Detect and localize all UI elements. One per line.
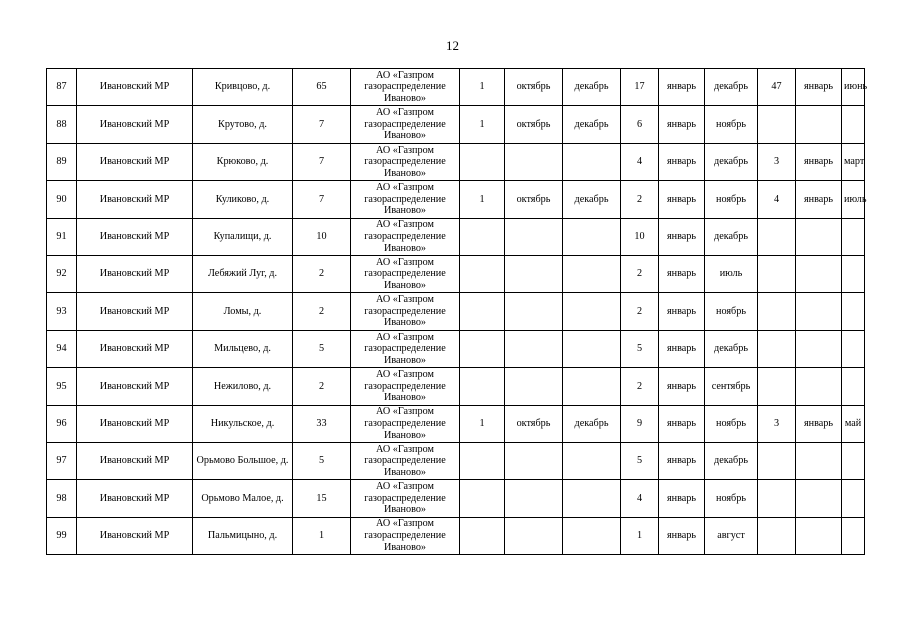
cell-stage1-count [460, 143, 505, 180]
cell-stage2-count: 4 [621, 143, 659, 180]
cell-stage2-start-month: январь [659, 181, 705, 218]
cell-gas-distribution-org: АО «Газпром газораспределение Иваново» [351, 181, 460, 218]
cell-district: Ивановский МР [77, 442, 193, 479]
cell-stage3-end-month [842, 218, 865, 255]
cell-stage1-start-month [505, 480, 563, 517]
cell-stage1-start-month [505, 330, 563, 367]
cell-households-total: 5 [293, 330, 351, 367]
cell-stage3-count [758, 517, 796, 554]
cell-stage1-end-month [563, 218, 621, 255]
cell-households-total: 33 [293, 405, 351, 442]
table-row [47, 330, 865, 367]
cell-stage3-start-month [796, 330, 842, 367]
cell-stage1-count: 1 [460, 69, 505, 106]
cell-stage3-count [758, 480, 796, 517]
cell-row-number: 95 [47, 368, 77, 405]
cell-stage1-end-month [563, 480, 621, 517]
cell-stage2-end-month: июль [705, 255, 758, 292]
cell-stage3-end-month [842, 255, 865, 292]
cell-stage3-start-month: январь [796, 143, 842, 180]
cell-settlement: Никульское, д. [193, 405, 293, 442]
table-row [47, 218, 865, 255]
cell-district: Ивановский МР [77, 293, 193, 330]
cell-row-number: 92 [47, 255, 77, 292]
cell-stage2-start-month: январь [659, 480, 705, 517]
cell-households-total: 2 [293, 293, 351, 330]
cell-stage2-count: 10 [621, 218, 659, 255]
cell-stage1-count: 1 [460, 405, 505, 442]
table-row [47, 255, 865, 292]
cell-stage2-end-month: декабрь [705, 218, 758, 255]
cell-settlement: Кривцово, д. [193, 69, 293, 106]
table-row [47, 517, 865, 554]
cell-settlement: Ломы, д. [193, 293, 293, 330]
cell-stage3-end-month [842, 330, 865, 367]
cell-stage2-start-month: январь [659, 293, 705, 330]
cell-district: Ивановский МР [77, 517, 193, 554]
cell-stage1-count [460, 255, 505, 292]
cell-stage2-count: 2 [621, 368, 659, 405]
cell-stage3-end-month: май [842, 405, 865, 442]
cell-gas-distribution-org: АО «Газпром газораспределение Иваново» [351, 405, 460, 442]
cell-stage3-count [758, 255, 796, 292]
cell-households-total: 2 [293, 368, 351, 405]
cell-stage3-end-month: март [842, 143, 865, 180]
cell-stage3-count: 3 [758, 143, 796, 180]
cell-stage2-count: 9 [621, 405, 659, 442]
cell-stage3-end-month [842, 517, 865, 554]
cell-stage1-count [460, 330, 505, 367]
cell-stage2-start-month: январь [659, 330, 705, 367]
cell-households-total: 15 [293, 480, 351, 517]
cell-stage1-end-month: декабрь [563, 405, 621, 442]
cell-row-number: 87 [47, 69, 77, 106]
cell-stage2-end-month: декабрь [705, 442, 758, 479]
cell-stage1-count [460, 218, 505, 255]
table-row [47, 293, 865, 330]
cell-gas-distribution-org: АО «Газпром газораспределение Иваново» [351, 69, 460, 106]
cell-stage3-start-month [796, 218, 842, 255]
cell-stage3-start-month [796, 255, 842, 292]
cell-stage3-count [758, 106, 796, 143]
cell-settlement: Пальмицыно, д. [193, 517, 293, 554]
cell-settlement: Нежилово, д. [193, 368, 293, 405]
cell-stage1-end-month [563, 293, 621, 330]
cell-stage2-count: 6 [621, 106, 659, 143]
cell-stage3-start-month: январь [796, 181, 842, 218]
cell-stage1-start-month: октябрь [505, 106, 563, 143]
cell-gas-distribution-org: АО «Газпром газораспределение Иваново» [351, 517, 460, 554]
cell-row-number: 96 [47, 405, 77, 442]
cell-stage1-count: 1 [460, 106, 505, 143]
cell-stage2-start-month: январь [659, 218, 705, 255]
cell-settlement: Лебяжий Луг, д. [193, 255, 293, 292]
cell-stage3-count: 3 [758, 405, 796, 442]
cell-households-total: 10 [293, 218, 351, 255]
table-row [47, 181, 865, 218]
cell-stage1-end-month [563, 442, 621, 479]
table-row [47, 480, 865, 517]
cell-stage3-start-month [796, 442, 842, 479]
cell-stage1-end-month [563, 517, 621, 554]
cell-stage1-start-month [505, 218, 563, 255]
cell-stage3-count [758, 368, 796, 405]
cell-stage2-start-month: январь [659, 368, 705, 405]
cell-stage2-count: 5 [621, 442, 659, 479]
cell-stage1-start-month: октябрь [505, 405, 563, 442]
cell-stage2-end-month: ноябрь [705, 181, 758, 218]
cell-stage2-start-month: январь [659, 69, 705, 106]
cell-stage1-end-month: декабрь [563, 106, 621, 143]
table-row [47, 368, 865, 405]
cell-stage1-count [460, 442, 505, 479]
table-row [47, 69, 865, 106]
cell-stage1-count: 1 [460, 181, 505, 218]
cell-gas-distribution-org: АО «Газпром газораспределение Иваново» [351, 368, 460, 405]
cell-district: Ивановский МР [77, 143, 193, 180]
cell-gas-distribution-org: АО «Газпром газораспределение Иваново» [351, 480, 460, 517]
cell-stage3-count [758, 218, 796, 255]
cell-stage2-end-month: декабрь [705, 330, 758, 367]
cell-row-number: 89 [47, 143, 77, 180]
cell-stage2-end-month: ноябрь [705, 106, 758, 143]
cell-stage3-end-month: июль [842, 181, 865, 218]
cell-row-number: 88 [47, 106, 77, 143]
cell-stage2-count: 2 [621, 181, 659, 218]
cell-stage3-end-month [842, 442, 865, 479]
cell-district: Ивановский МР [77, 255, 193, 292]
cell-gas-distribution-org: АО «Газпром газораспределение Иваново» [351, 255, 460, 292]
cell-stage3-count [758, 293, 796, 330]
cell-district: Ивановский МР [77, 218, 193, 255]
cell-settlement: Крутово, д. [193, 106, 293, 143]
cell-stage1-start-month [505, 368, 563, 405]
cell-row-number: 90 [47, 181, 77, 218]
table-row [47, 143, 865, 180]
cell-district: Ивановский МР [77, 69, 193, 106]
gasification-schedule-table [46, 68, 868, 555]
cell-settlement: Орьмово Большое, д. [193, 442, 293, 479]
cell-stage3-start-month: январь [796, 69, 842, 106]
cell-stage1-end-month [563, 143, 621, 180]
cell-stage1-count [460, 368, 505, 405]
cell-stage1-start-month [505, 143, 563, 180]
cell-stage2-count: 17 [621, 69, 659, 106]
cell-stage2-end-month: август [705, 517, 758, 554]
page-number: 12 [446, 38, 459, 53]
cell-households-total: 7 [293, 181, 351, 218]
cell-district: Ивановский МР [77, 480, 193, 517]
cell-stage2-end-month: сентябрь [705, 368, 758, 405]
cell-stage2-count: 4 [621, 480, 659, 517]
cell-stage3-end-month [842, 106, 865, 143]
cell-stage1-end-month: декабрь [563, 69, 621, 106]
cell-stage2-start-month: январь [659, 255, 705, 292]
cell-stage3-count: 47 [758, 69, 796, 106]
cell-stage1-count [460, 480, 505, 517]
cell-gas-distribution-org: АО «Газпром газораспределение Иваново» [351, 330, 460, 367]
cell-stage2-end-month: ноябрь [705, 405, 758, 442]
cell-stage2-count: 5 [621, 330, 659, 367]
cell-households-total: 65 [293, 69, 351, 106]
cell-gas-distribution-org: АО «Газпром газораспределение Иваново» [351, 442, 460, 479]
cell-stage1-end-month [563, 330, 621, 367]
cell-stage2-start-month: январь [659, 405, 705, 442]
cell-gas-distribution-org: АО «Газпром газораспределение Иваново» [351, 218, 460, 255]
cell-households-total: 5 [293, 442, 351, 479]
cell-stage2-start-month: январь [659, 442, 705, 479]
cell-district: Ивановский МР [77, 405, 193, 442]
cell-stage2-end-month: ноябрь [705, 480, 758, 517]
cell-stage1-count [460, 517, 505, 554]
cell-stage2-count: 2 [621, 293, 659, 330]
cell-stage3-start-month [796, 517, 842, 554]
cell-stage1-end-month [563, 368, 621, 405]
cell-settlement: Крюково, д. [193, 143, 293, 180]
cell-households-total: 1 [293, 517, 351, 554]
table-row [47, 442, 865, 479]
cell-households-total: 7 [293, 143, 351, 180]
cell-district: Ивановский МР [77, 106, 193, 143]
cell-stage2-end-month: декабрь [705, 69, 758, 106]
cell-stage1-start-month [505, 517, 563, 554]
cell-stage1-count [460, 293, 505, 330]
cell-row-number: 99 [47, 517, 77, 554]
cell-gas-distribution-org: АО «Газпром газораспределение Иваново» [351, 106, 460, 143]
cell-gas-distribution-org: АО «Газпром газораспределение Иваново» [351, 293, 460, 330]
cell-households-total: 2 [293, 255, 351, 292]
cell-row-number: 94 [47, 330, 77, 367]
cell-stage3-end-month [842, 368, 865, 405]
cell-district: Ивановский МР [77, 330, 193, 367]
cell-settlement: Орьмово Малое, д. [193, 480, 293, 517]
cell-stage1-start-month [505, 255, 563, 292]
cell-stage1-start-month: октябрь [505, 69, 563, 106]
cell-stage3-start-month: январь [796, 405, 842, 442]
cell-stage2-start-month: январь [659, 106, 705, 143]
cell-stage3-end-month [842, 480, 865, 517]
table-row [47, 106, 865, 143]
cell-stage2-count: 1 [621, 517, 659, 554]
cell-stage2-count: 2 [621, 255, 659, 292]
cell-stage1-start-month [505, 293, 563, 330]
cell-stage3-count [758, 330, 796, 367]
cell-stage3-count: 4 [758, 181, 796, 218]
cell-settlement: Купалищи, д. [193, 218, 293, 255]
cell-stage2-start-month: январь [659, 143, 705, 180]
cell-row-number: 97 [47, 442, 77, 479]
cell-stage2-end-month: декабрь [705, 143, 758, 180]
cell-stage3-start-month [796, 293, 842, 330]
cell-stage2-start-month: январь [659, 517, 705, 554]
cell-row-number: 93 [47, 293, 77, 330]
cell-stage1-start-month: октябрь [505, 181, 563, 218]
cell-stage1-start-month [505, 442, 563, 479]
cell-district: Ивановский МР [77, 181, 193, 218]
cell-stage3-end-month [842, 293, 865, 330]
cell-stage3-start-month [796, 480, 842, 517]
cell-settlement: Мильцево, д. [193, 330, 293, 367]
table-row [47, 405, 865, 442]
cell-households-total: 7 [293, 106, 351, 143]
cell-row-number: 98 [47, 480, 77, 517]
cell-row-number: 91 [47, 218, 77, 255]
cell-gas-distribution-org: АО «Газпром газораспределение Иваново» [351, 143, 460, 180]
cell-stage3-start-month [796, 106, 842, 143]
cell-stage3-start-month [796, 368, 842, 405]
cell-stage1-end-month [563, 255, 621, 292]
cell-stage3-end-month: июнь [842, 69, 865, 106]
cell-stage1-end-month: декабрь [563, 181, 621, 218]
cell-settlement: Куликово, д. [193, 181, 293, 218]
cell-district: Ивановский МР [77, 368, 193, 405]
cell-stage2-end-month: ноябрь [705, 293, 758, 330]
cell-stage3-count [758, 442, 796, 479]
